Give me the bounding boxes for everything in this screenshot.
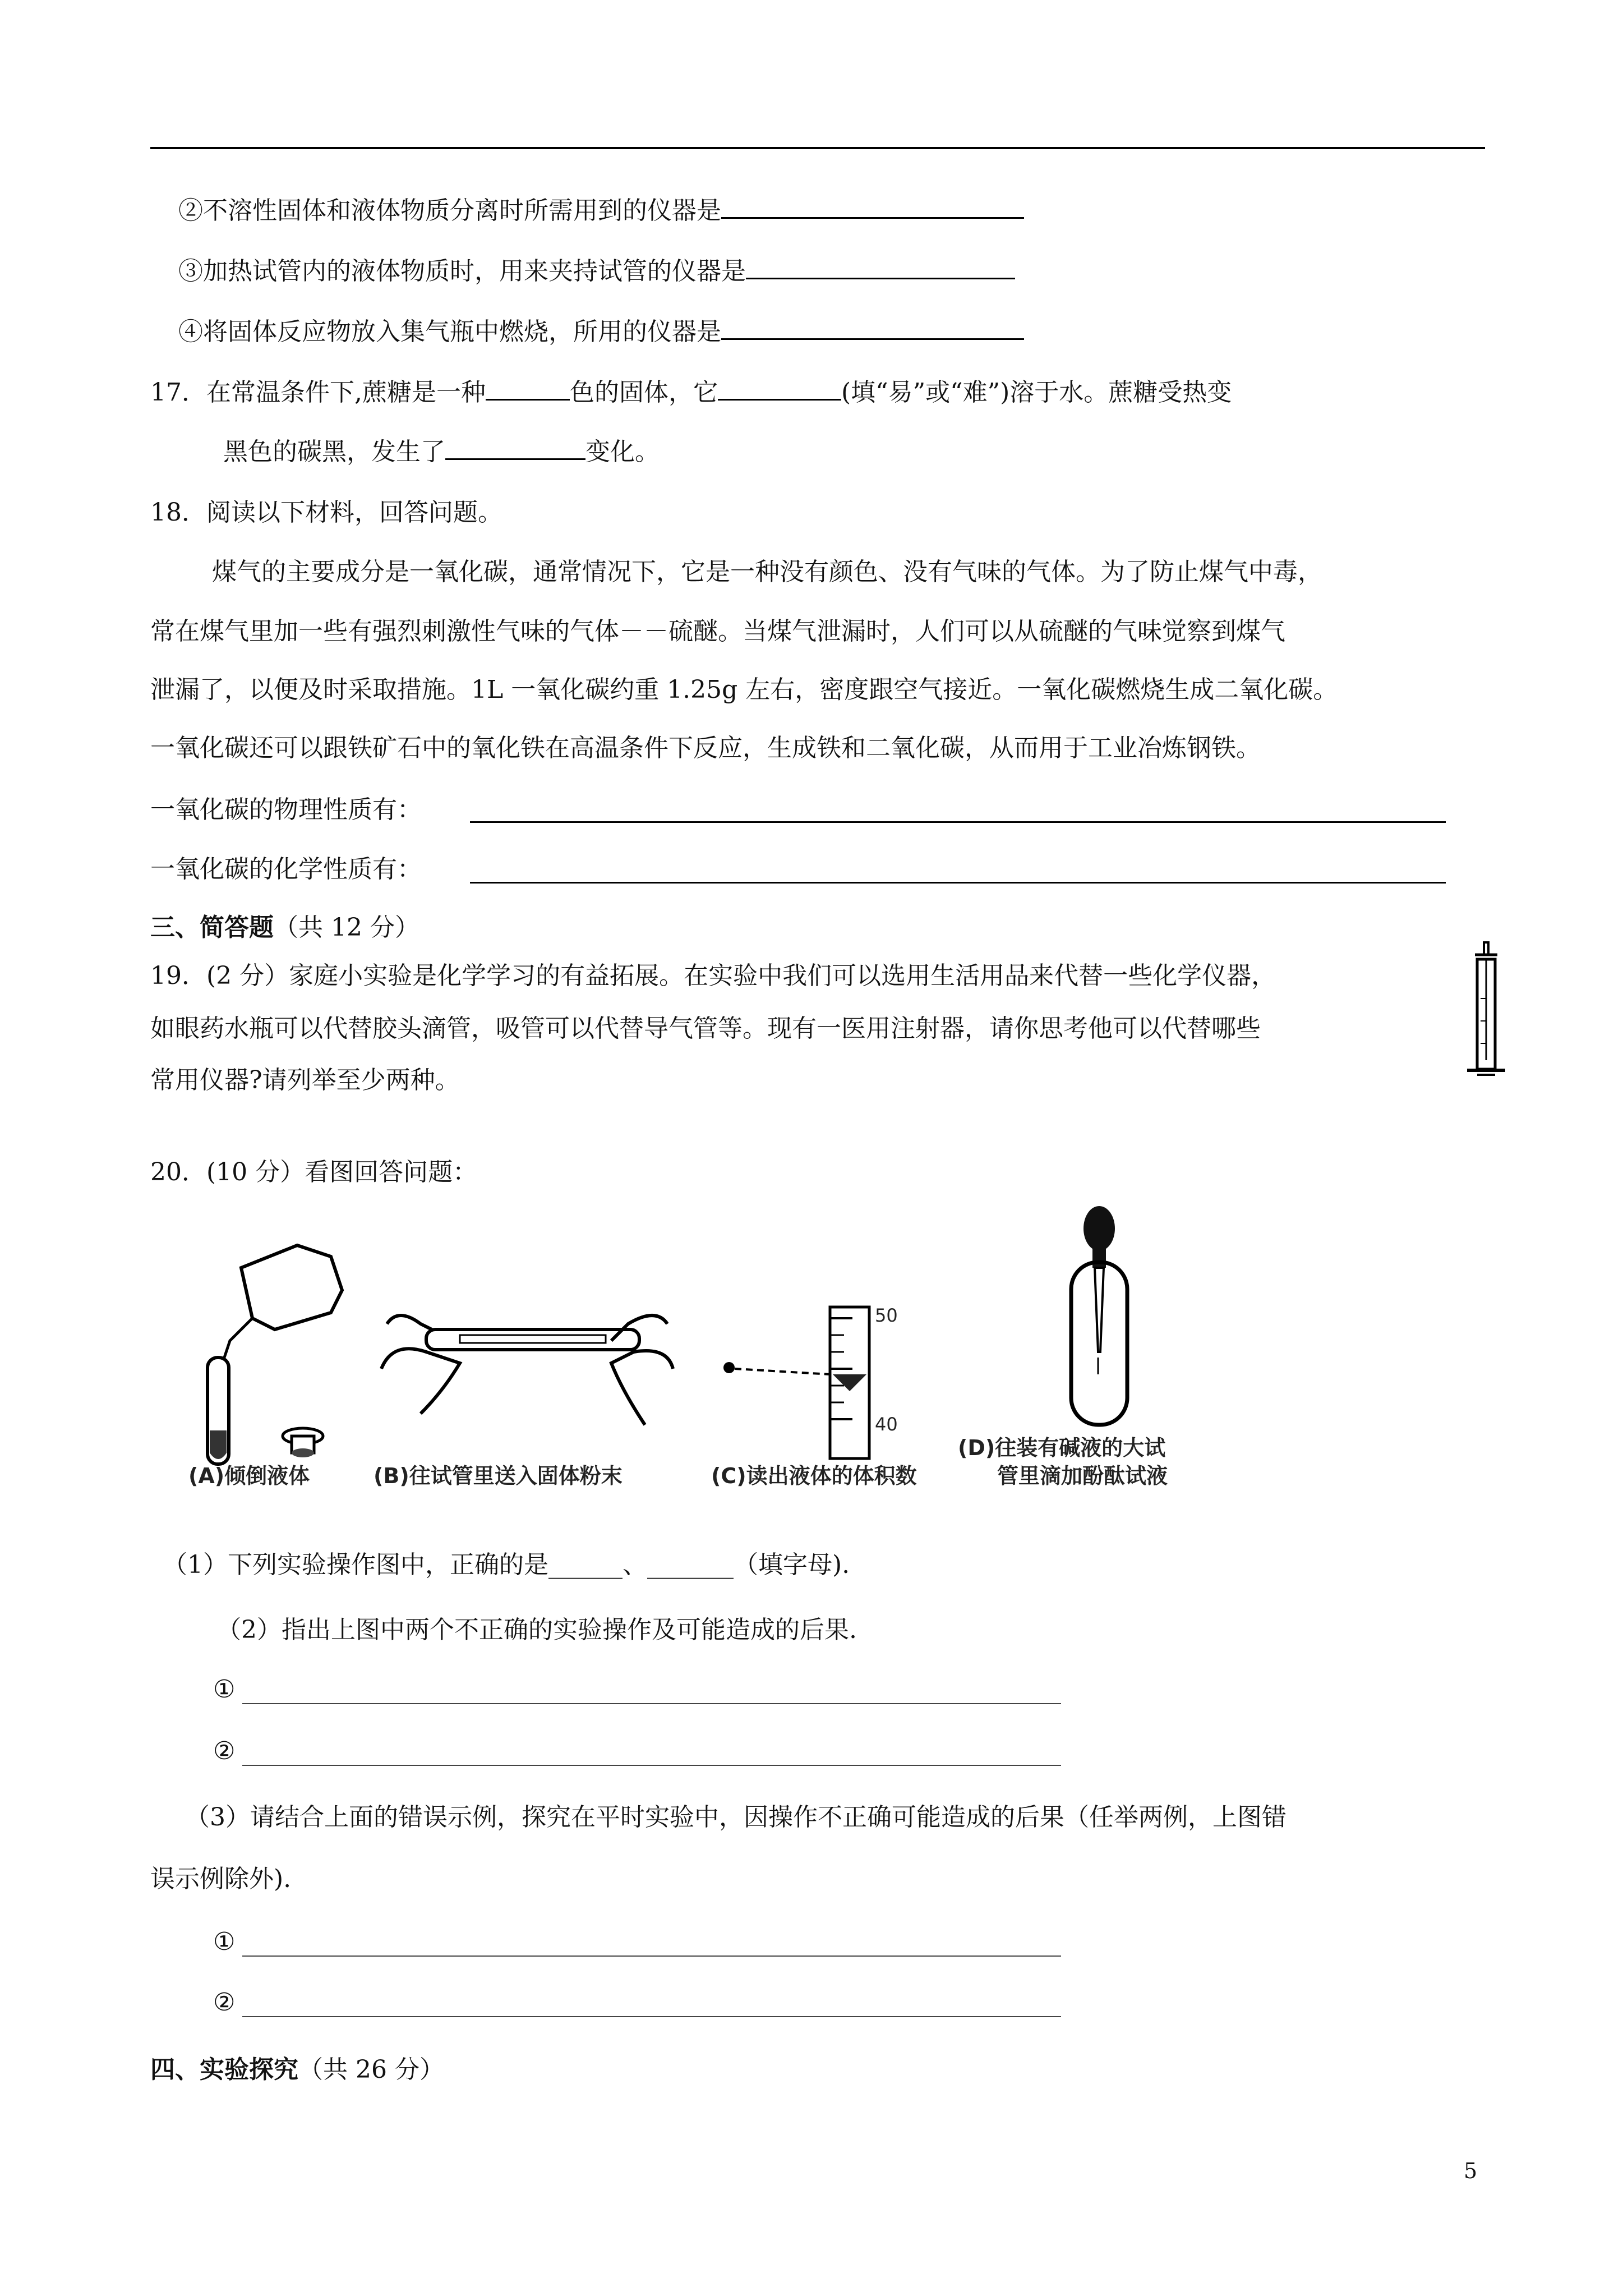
answer-line-physical[interactable] [470, 821, 1446, 823]
q19-line: 19．(2 分）家庭小实验是化学学习的有益拓展。在实验中我们可以选用生活用品来代替一些化学仪器， [150, 961, 1276, 990]
pour-liquid-illustration [191, 1245, 359, 1470]
q17-text-5: 变化。 [585, 438, 660, 466]
q17-text-2: 色的固体，它 [569, 378, 718, 407]
answer-blank[interactable] [746, 255, 1015, 279]
answer-blank[interactable] [721, 316, 1024, 340]
q18-heading: 18．阅读以下材料，回答问题。 [150, 498, 502, 527]
graduated-cylinder-illustration [718, 1301, 897, 1470]
answer-blank[interactable] [445, 436, 585, 460]
q17-text-4: 黑色的碳黑，发生了 [223, 438, 445, 466]
q20-sub2-item-2: ② [213, 1737, 236, 1765]
q18-physical-label: 一氧化碳的物理性质有： [150, 795, 422, 824]
answer-line[interactable] [242, 2016, 1061, 2017]
q20-sub3-item-1: ① [213, 1927, 236, 1956]
q18-paragraph-line: 常在煤气里加一些有强烈刺激性气味的气体－－硫醚。当煤气泄漏时，人们可以从硫醚的气味觉察到煤气 [150, 617, 1285, 646]
q16-item-4 [178, 315, 1024, 349]
q17-text-1: 17．在常温条件下,蔗糖是一种 [150, 378, 486, 407]
q18-paragraph-line: 煤气的主要成分是一氧化碳，通常情况下，它是一种没有颜色、没有气味的气体。为了防止煤气中毒， [212, 558, 1322, 586]
figure-label-d-line2: 管里滴加酚酞试液 [997, 1464, 1168, 1488]
q20-sub3-line-2: 误示例除外). [150, 1865, 292, 1893]
syringe-icon [1464, 942, 1509, 1088]
section-4-heading [150, 2053, 444, 2087]
q20-sub3-item-2: ② [213, 1988, 236, 2017]
q18-paragraph-line: 一氧化碳还可以跟铁矿石中的氧化铁在高温条件下反应，生成铁和二氧化碳，从而用于工业冶炼钢铁。 [150, 734, 1261, 762]
powder-test-tube-illustration [376, 1301, 679, 1458]
section-3-title: 三、简答题 [150, 913, 274, 942]
q16-item-3-text: ③加热试管内的液体物质时，用来夹持试管的仪器是 [178, 257, 746, 286]
q20-sub2: （2）指出上图中两个不正确的实验操作及可能造成的后果. [216, 1616, 857, 1644]
q17-line-2 [223, 435, 660, 469]
answer-line-chemical[interactable] [470, 882, 1446, 884]
answer-line[interactable] [242, 1765, 1061, 1766]
q16-item-4-text: ④将固体反应物放入集气瓶中燃烧，所用的仪器是 [178, 318, 721, 346]
answer-blank[interactable] [721, 195, 1024, 219]
figure-label-b: (B)往试管里送入固体粉末 [374, 1464, 623, 1488]
answer-line[interactable] [242, 1955, 1061, 1957]
answer-blank[interactable] [718, 376, 841, 401]
q17-line-1 [150, 376, 1232, 409]
q18-chemical-label: 一氧化碳的化学性质有： [150, 855, 422, 884]
cylinder-mark-50: 50 [875, 1305, 898, 1326]
section-4-title: 四、实验探究 [150, 2055, 298, 2084]
section-4-score: （共 26 分） [298, 2055, 444, 2084]
header-rule [150, 147, 1485, 149]
q19-line: 如眼药水瓶可以代替胶头滴管，吸管可以代替导气管等。现有一医用注射器，请你思考他可以代替哪些 [150, 1014, 1261, 1043]
q20-sub1: （1）下列实验操作图中，正确的是______、_______（填字母). [163, 1550, 850, 1579]
answer-blank[interactable] [486, 376, 570, 401]
q17-text-3: (填“易”或“难”)溶于水。蔗糖受热变 [841, 378, 1232, 407]
q20-sub3-line-1: （3）请结合上面的错误示例，探究在平时实验中，因操作不正确可能造成的后果（任举两例，上图错 [185, 1803, 1287, 1832]
q20-sub2-item-1: ① [213, 1675, 236, 1704]
section-3-score: （共 12 分） [274, 913, 419, 942]
figure-label-c: (C)读出液体的体积数 [711, 1464, 917, 1488]
figure-label-a: (A)倾倒液体 [188, 1464, 310, 1488]
figure-label-d-line1: (D)往装有碱液的大试 [958, 1435, 1166, 1460]
q18-paragraph-line: 泄漏了，以便及时采取措施。1L 一氧化碳约重 1.25g 左右，密度跟空气接近。一氧化碳燃烧生成二氧化碳。 [150, 675, 1338, 704]
answer-line[interactable] [242, 1703, 1061, 1704]
cylinder-mark-40: 40 [875, 1414, 898, 1435]
q16-item-2-text: ②不溶性固体和液体物质分离时所需用到的仪器是 [178, 196, 721, 225]
q16-item-2 [178, 194, 1024, 228]
section-3-heading [150, 911, 419, 945]
q16-item-3 [178, 255, 1015, 288]
q20-heading: 20．(10 分）看图回答问题： [150, 1158, 478, 1186]
page-number: 5 [1464, 2159, 1478, 2183]
q19-line: 常用仪器?请列举至少两种。 [150, 1066, 460, 1094]
dropper-test-tube-illustration [1043, 1206, 1155, 1430]
